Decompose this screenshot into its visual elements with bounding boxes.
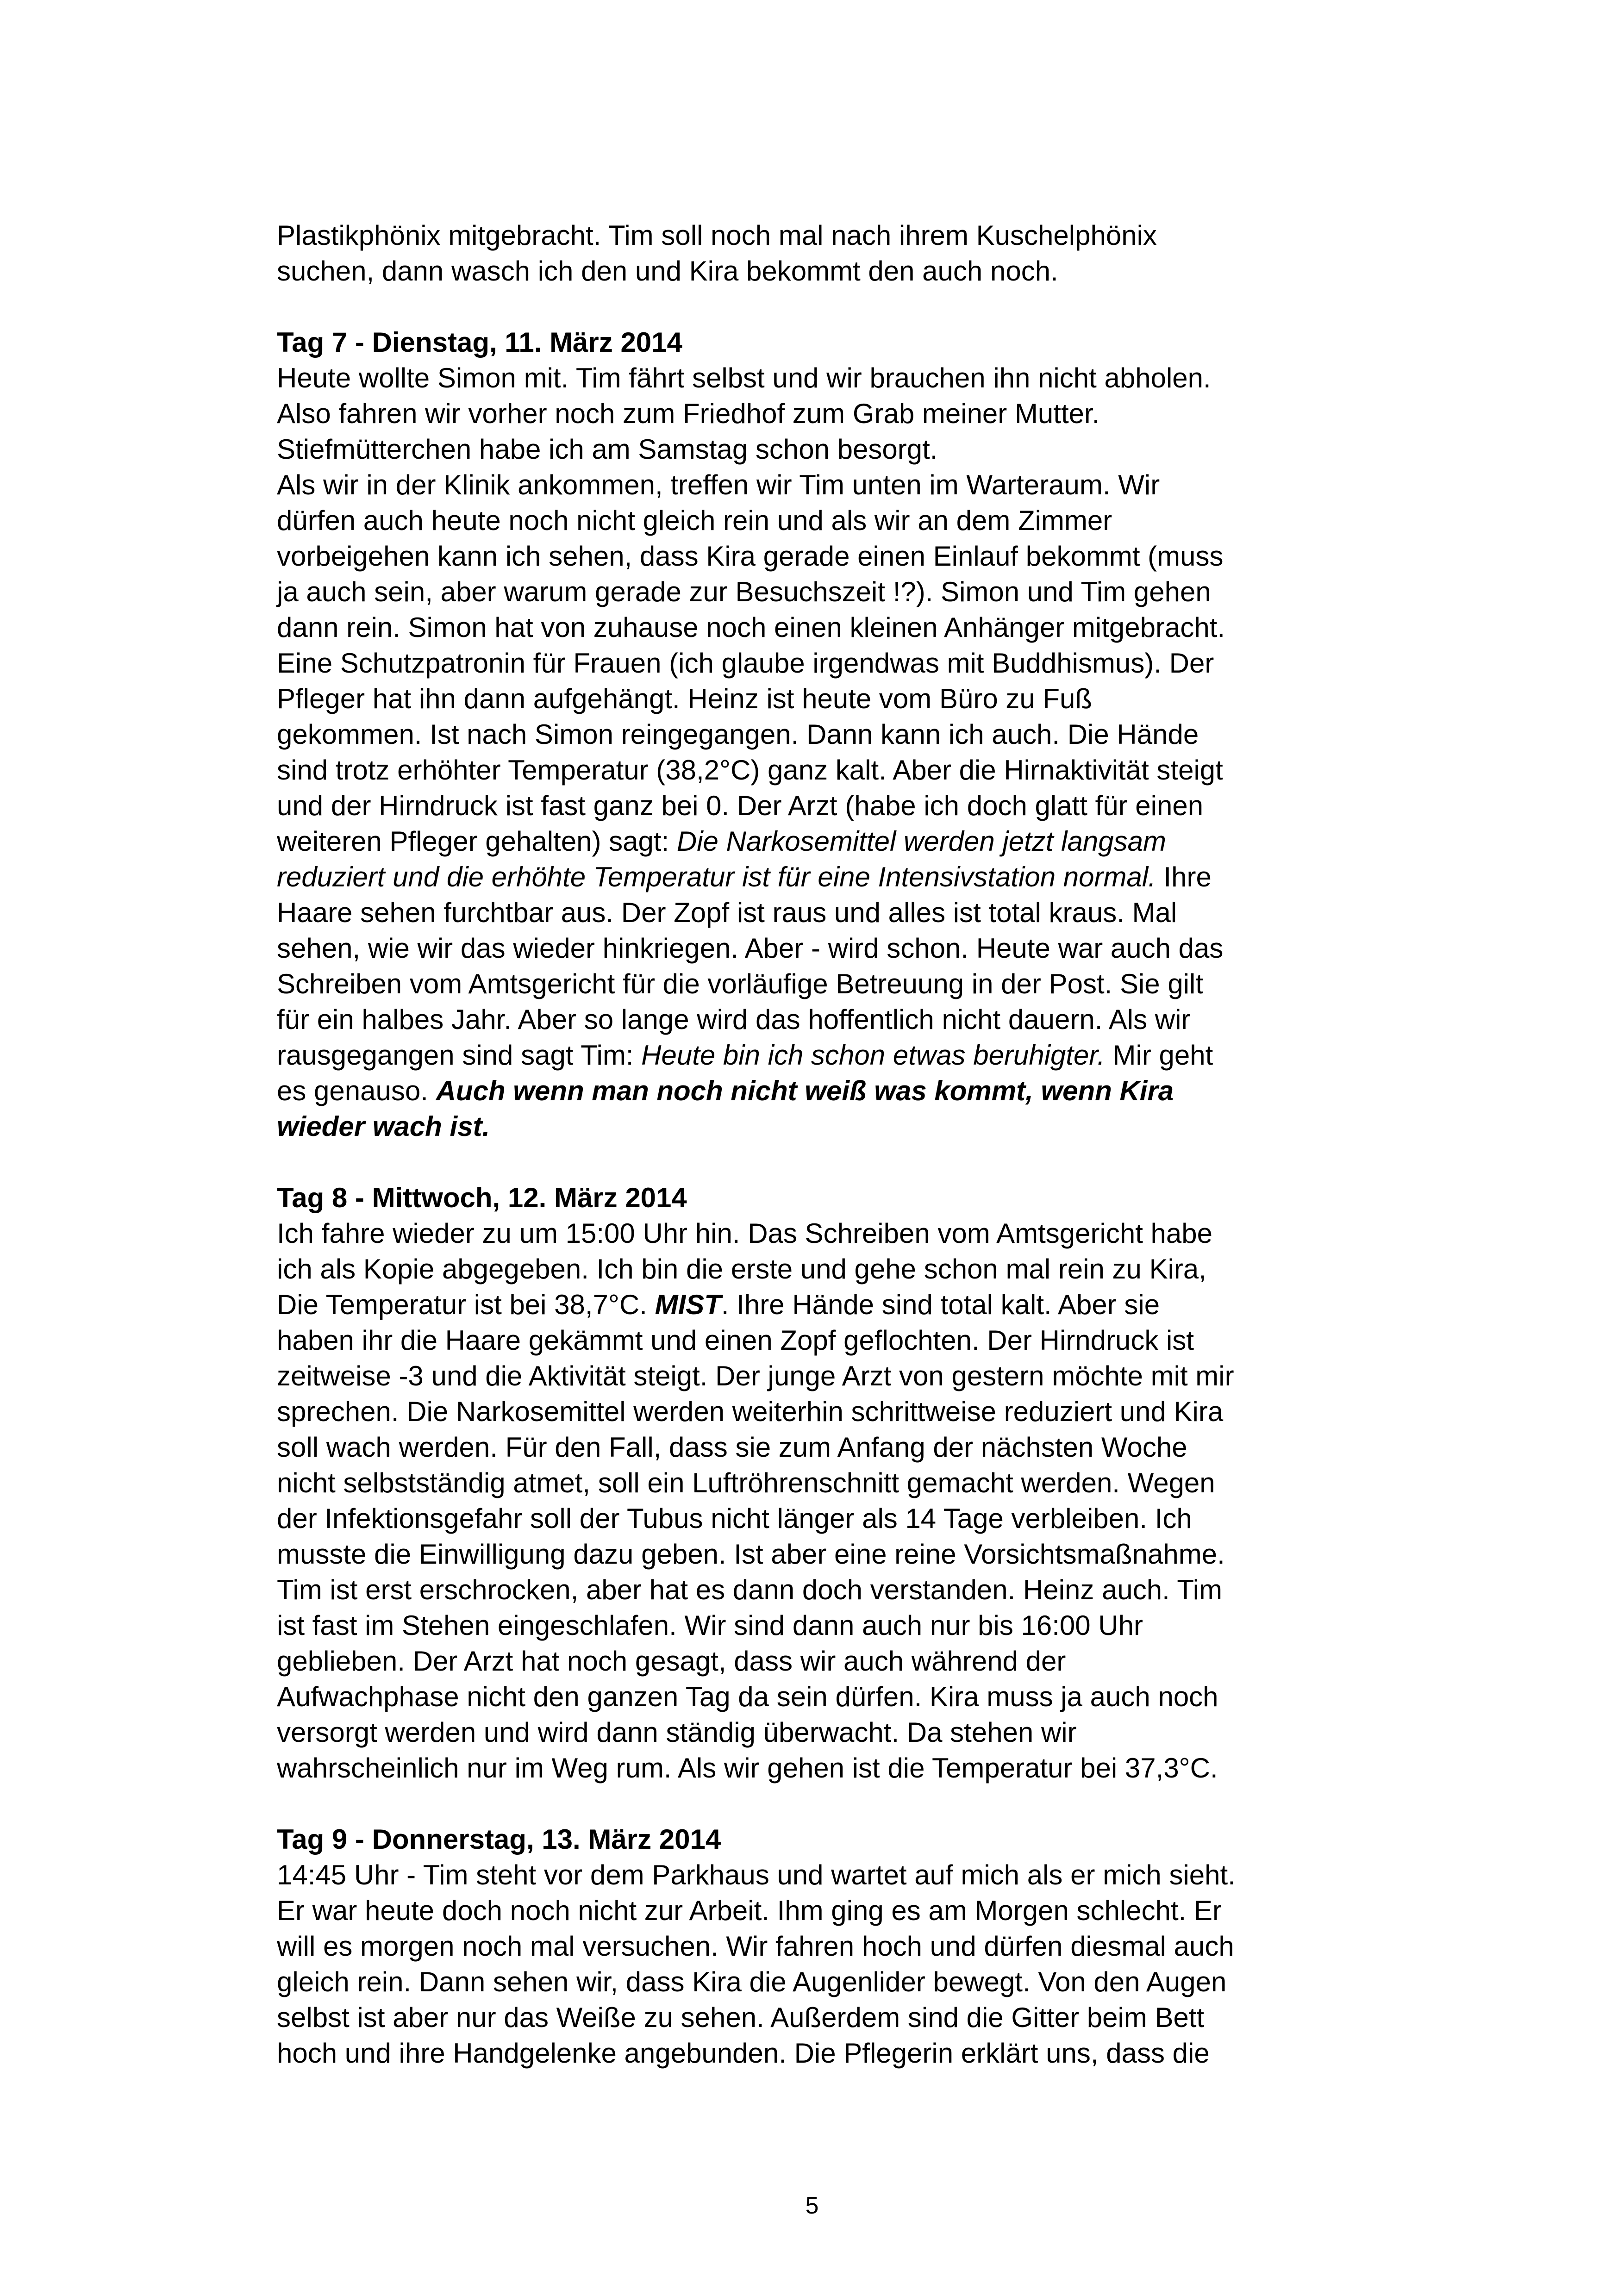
entry-day-8: [277, 1180, 1374, 1786]
entry-heading: Tag 7 - Dienstag, 11. März 2014: [277, 327, 682, 358]
text-line: [277, 1073, 1374, 1109]
text-line: musste die Einwilligung dazu geben. Ist aber eine reine Vorsichtsmaßnahme.: [277, 1539, 1225, 1570]
paragraph-gap: [277, 1786, 1374, 1821]
text-line: [277, 1287, 1374, 1322]
text-line: will es morgen noch mal versuchen. Wir fahren hoch und dürfen diesmal auch: [277, 1931, 1234, 1962]
emphasis-text: Auch wenn man noch nicht weiß was kommt, wenn Kira: [436, 1075, 1174, 1106]
text-line: vorbeigehen kann ich sehen, dass Kira gerade einen Einlauf bekommt (muss: [277, 541, 1224, 572]
text-line: Er war heute doch noch nicht zur Arbeit. Ihm ging es am Morgen schlecht. Er: [277, 1895, 1222, 1926]
entry-day-9: [277, 1821, 1374, 2071]
text-line: Ich fahre wieder zu um 15:00 Uhr hin. Das Schreiben vom Amtsgericht habe: [277, 1218, 1213, 1249]
text-line: haben ihr die Haare gekämmt und einen Zopf geflochten. Der Hirndruck ist: [277, 1325, 1194, 1356]
text-segment: weiteren Pfleger gehalten) sagt:: [277, 826, 677, 857]
text-line: wahrscheinlich nur im Weg rum. Als wir gehen ist die Temperatur bei 37,3°C.: [277, 1752, 1218, 1784]
text-line: [277, 823, 1374, 859]
text-segment: . Ihre Hände sind total kalt. Aber sie: [721, 1289, 1160, 1320]
text-line: Als wir in der Klinik ankommen, treffen wir Tim unten im Warteraum. Wir: [277, 469, 1160, 500]
entry-day-7: [277, 324, 1374, 1144]
text-segment: es genauso.: [277, 1075, 436, 1106]
text-line: gleich rein. Dann sehen wir, dass Kira die Augenlider bewegt. Von den Augen: [277, 1966, 1227, 1997]
text-line: 14:45 Uhr - Tim steht vor dem Parkhaus und wartet auf mich als er mich sieht.: [277, 1859, 1236, 1890]
text-line: sehen, wie wir das wieder hinkriegen. Aber - wird schon. Heute war auch das: [277, 933, 1224, 964]
text-line: Stiefmütterchen habe ich am Samstag schon besorgt.: [277, 434, 938, 465]
entry-heading: Tag 8 - Mittwoch, 12. März 2014: [277, 1182, 687, 1213]
text-line: Eine Schutzpatronin für Frauen (ich glaube irgendwas mit Buddhismus). Der: [277, 648, 1214, 679]
text-line: Plastikphönix mitgebracht. Tim soll noch mal nach ihrem Kuschelphönix: [277, 220, 1157, 251]
text-line: geblieben. Der Arzt hat noch gesagt, dass wir auch während der: [277, 1646, 1066, 1677]
emphasis-text: MIST: [655, 1289, 721, 1320]
text-line: gekommen. Ist nach Simon reingegangen. Dann kann ich auch. Die Hände: [277, 719, 1199, 750]
text-segment: Die Temperatur ist bei 38,7°C.: [277, 1289, 655, 1320]
text-line: sprechen. Die Narkosemittel werden weiterhin schrittweise reduziert und Kira: [277, 1396, 1224, 1427]
text-line: für ein halbes Jahr. Aber so lange wird das hoffentlich nicht dauern. Als wir: [277, 1004, 1191, 1035]
text-line: versorgt werden und wird dann ständig überwacht. Da stehen wir: [277, 1717, 1077, 1748]
text-line: ich als Kopie abgegeben. Ich bin die erste und gehe schon mal rein zu Kira,: [277, 1254, 1206, 1285]
entry-heading: Tag 9 - Donnerstag, 13. März 2014: [277, 1824, 721, 1855]
text-line: Heute wollte Simon mit. Tim fährt selbst und wir brauchen ihn nicht abholen.: [277, 362, 1211, 393]
paragraph-gap: [277, 1144, 1374, 1180]
text-line: [277, 859, 1374, 895]
text-segment: Ihre: [1156, 861, 1212, 892]
text-line: ja auch sein, aber warum gerade zur Besuchszeit !?). Simon und Tim gehen: [277, 576, 1211, 607]
text-line: selbst ist aber nur das Weiße zu sehen. Außerdem sind die Gitter beim Bett: [277, 2002, 1205, 2033]
doctor-quote: reduziert und die erhöhte Temperatur ist für eine Intensivstation normal.: [277, 861, 1156, 892]
text-line: Also fahren wir vorher noch zum Friedhof zum Grab meiner Mutter.: [277, 398, 1100, 429]
text-line: Haare sehen furchtbar aus. Der Zopf ist raus und alles ist total kraus. Mal: [277, 897, 1177, 928]
document-page: [277, 218, 1374, 2071]
emphasis-text: wieder wach ist.: [277, 1111, 490, 1142]
text-line: Pfleger hat ihn dann aufgehängt. Heinz ist heute vom Büro zu Fuß: [277, 683, 1093, 714]
text-segment: rausgegangen sind sagt Tim:: [277, 1040, 642, 1071]
text-line: zeitweise -3 und die Aktivität steigt. Der junge Arzt von gestern möchte mit mir: [277, 1360, 1234, 1391]
intro-paragraph: [277, 218, 1374, 289]
text-line: dürfen auch heute noch nicht gleich rein und als wir an dem Zimmer: [277, 505, 1112, 536]
text-line: der Infektionsgefahr soll der Tubus nicht länger als 14 Tage verbleiben. Ich: [277, 1503, 1192, 1534]
text-line: nicht selbstständig atmet, soll ein Luftröhrenschnitt gemacht werden. Wegen: [277, 1467, 1215, 1498]
text-line: ist fast im Stehen eingeschlafen. Wir sind dann auch nur bis 16:00 Uhr: [277, 1610, 1143, 1641]
text-line: und der Hirndruck ist fast ganz bei 0. Der Arzt (habe ich doch glatt für einen: [277, 790, 1204, 821]
text-line: dann rein. Simon hat von zuhause noch einen kleinen Anhänger mitgebracht.: [277, 612, 1225, 643]
text-line: [277, 1037, 1374, 1073]
text-line: sind trotz erhöhter Temperatur (38,2°C) ganz kalt. Aber die Hirnaktivität steigt: [277, 755, 1223, 786]
page-number: 5: [805, 2192, 819, 2219]
text-line: Tim ist erst erschrocken, aber hat es dann doch verstanden. Heinz auch. Tim: [277, 1574, 1223, 1605]
text-line: Aufwachphase nicht den ganzen Tag da sein dürfen. Kira muss ja auch noch: [277, 1681, 1218, 1712]
text-line: soll wach werden. Für den Fall, dass sie zum Anfang der nächsten Woche: [277, 1432, 1187, 1463]
tim-quote: Heute bin ich schon etwas beruhigter.: [641, 1040, 1105, 1071]
paragraph-gap: [277, 289, 1374, 324]
text-line: hoch und ihre Handgelenke angebunden. Die Pflegerin erklärt uns, dass die: [277, 2038, 1210, 2069]
doctor-quote: Die Narkosemittel werden jetzt langsam: [676, 826, 1166, 857]
text-line: suchen, dann wasch ich den und Kira bekommt den auch noch.: [277, 256, 1058, 287]
text-segment: Mir geht: [1105, 1040, 1213, 1071]
text-line: Schreiben vom Amtsgericht für die vorläufige Betreuung in der Post. Sie gilt: [277, 968, 1204, 999]
